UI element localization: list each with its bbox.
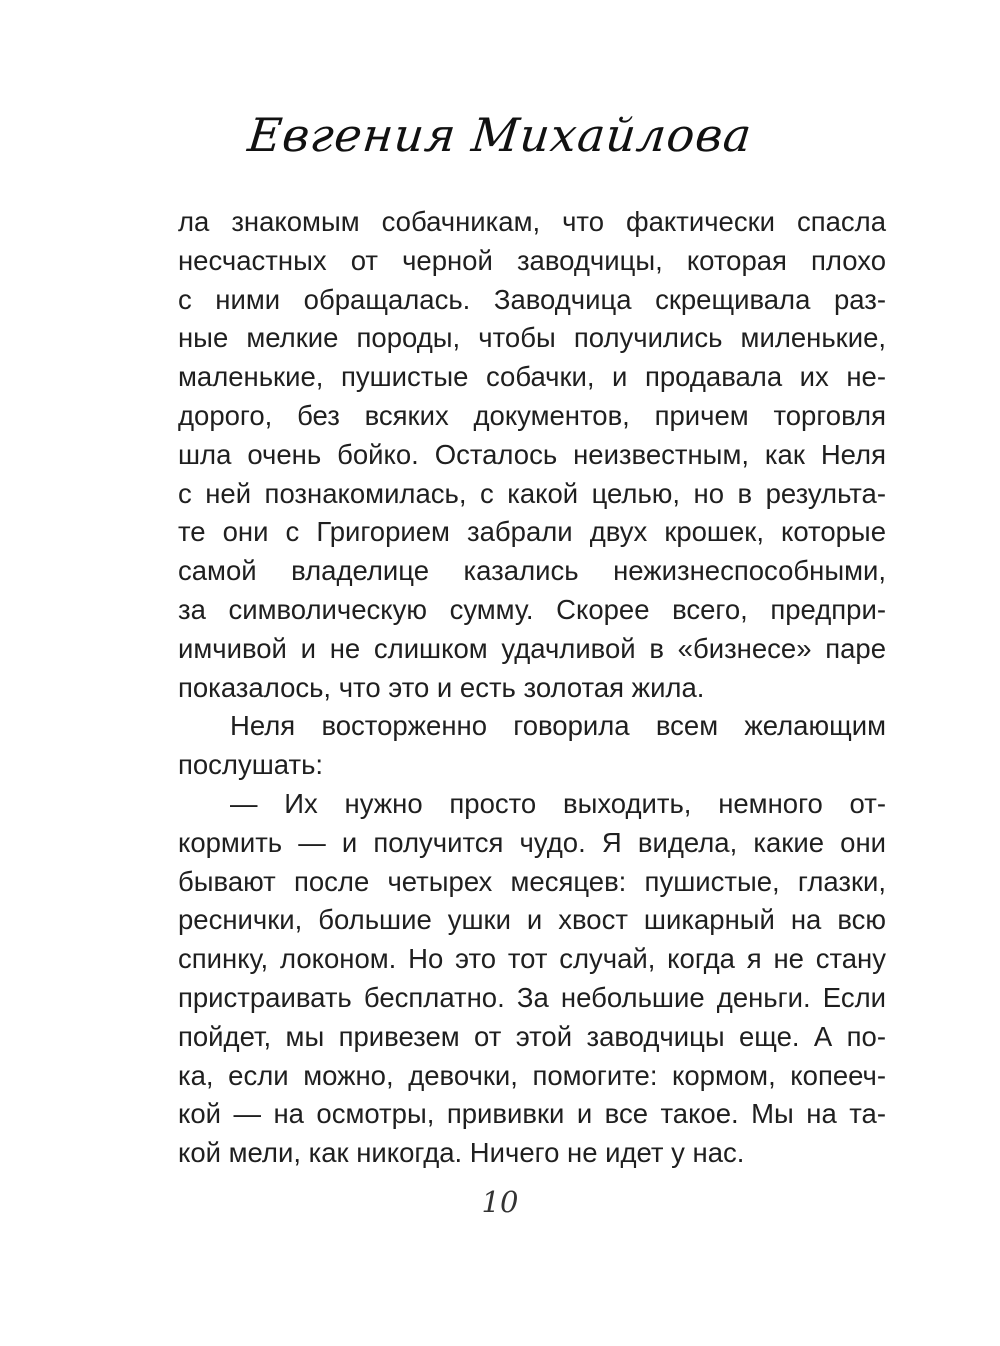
running-head-author: Евгения Михайлова bbox=[245, 108, 755, 162]
text-line: самой владелице казались нежизнеспособными, bbox=[178, 555, 886, 587]
text-line: ные мелкие породы, чтобы получились миленькие, bbox=[178, 322, 886, 354]
paragraph-end-line: показалось, что это и есть золотая жила. bbox=[178, 671, 705, 703]
paragraph-end-line: послушать: bbox=[178, 749, 324, 781]
text-line: шла очень бойко. Осталось неизвестным, как Неля bbox=[178, 438, 886, 470]
text-line: ка, если можно, девочки, помогите: кормом, копееч- bbox=[178, 1059, 886, 1091]
paragraph-start-line: Неля восторженно говорила всем желающим bbox=[230, 710, 886, 742]
text-line: за символическую сумму. Скорее всего, предпри- bbox=[178, 593, 886, 625]
text-line: кой — на осмотры, прививки и все такое. Мы на та- bbox=[178, 1098, 886, 1130]
text-line: с ними обращалась. Заводчица скрещивала раз- bbox=[178, 283, 886, 315]
text-line: бывают после четырех месяцев: пушистые, глазки, bbox=[178, 865, 886, 897]
text-line: имчивой и не слишком удачливой в «бизнесе» паре bbox=[178, 632, 886, 664]
text-line: несчастных от черной заводчицы, которая плохо bbox=[178, 244, 886, 276]
text-line: маленькие, пушистые собачки, и продавала их не- bbox=[178, 361, 886, 393]
text-line: пристраивать бесплатно. За небольшие деньги. Если bbox=[178, 981, 886, 1013]
body-text bbox=[178, 203, 886, 1173]
text-line: спинку, локоном. Но это тот случай, когда я не стану bbox=[178, 943, 886, 975]
paragraph-end-line: кой мели, как никогда. Ничего не идет у нас. bbox=[178, 1137, 745, 1169]
text-line: кормить — и получится чудо. Я видела, какие они bbox=[178, 826, 886, 858]
text-line: ла знакомым собачникам, что фактически спасла bbox=[178, 206, 886, 237]
text-line: пойдет, мы привезем от этой заводчицы еще. А по- bbox=[178, 1020, 886, 1052]
dialogue-start-line: — Их нужно просто выходить, немного от- bbox=[230, 787, 886, 819]
text-line: с ней познакомилась, с какой целью, но в результа- bbox=[178, 477, 886, 509]
text-line: дорого, без всяких документов, причем торговля bbox=[178, 399, 886, 431]
page-number: 10 bbox=[481, 1185, 519, 1219]
text-line: реснички, большие ушки и хвост шикарный на всю bbox=[178, 904, 886, 936]
text-line: те они с Григорием забрали двух крошек, которые bbox=[178, 516, 886, 548]
